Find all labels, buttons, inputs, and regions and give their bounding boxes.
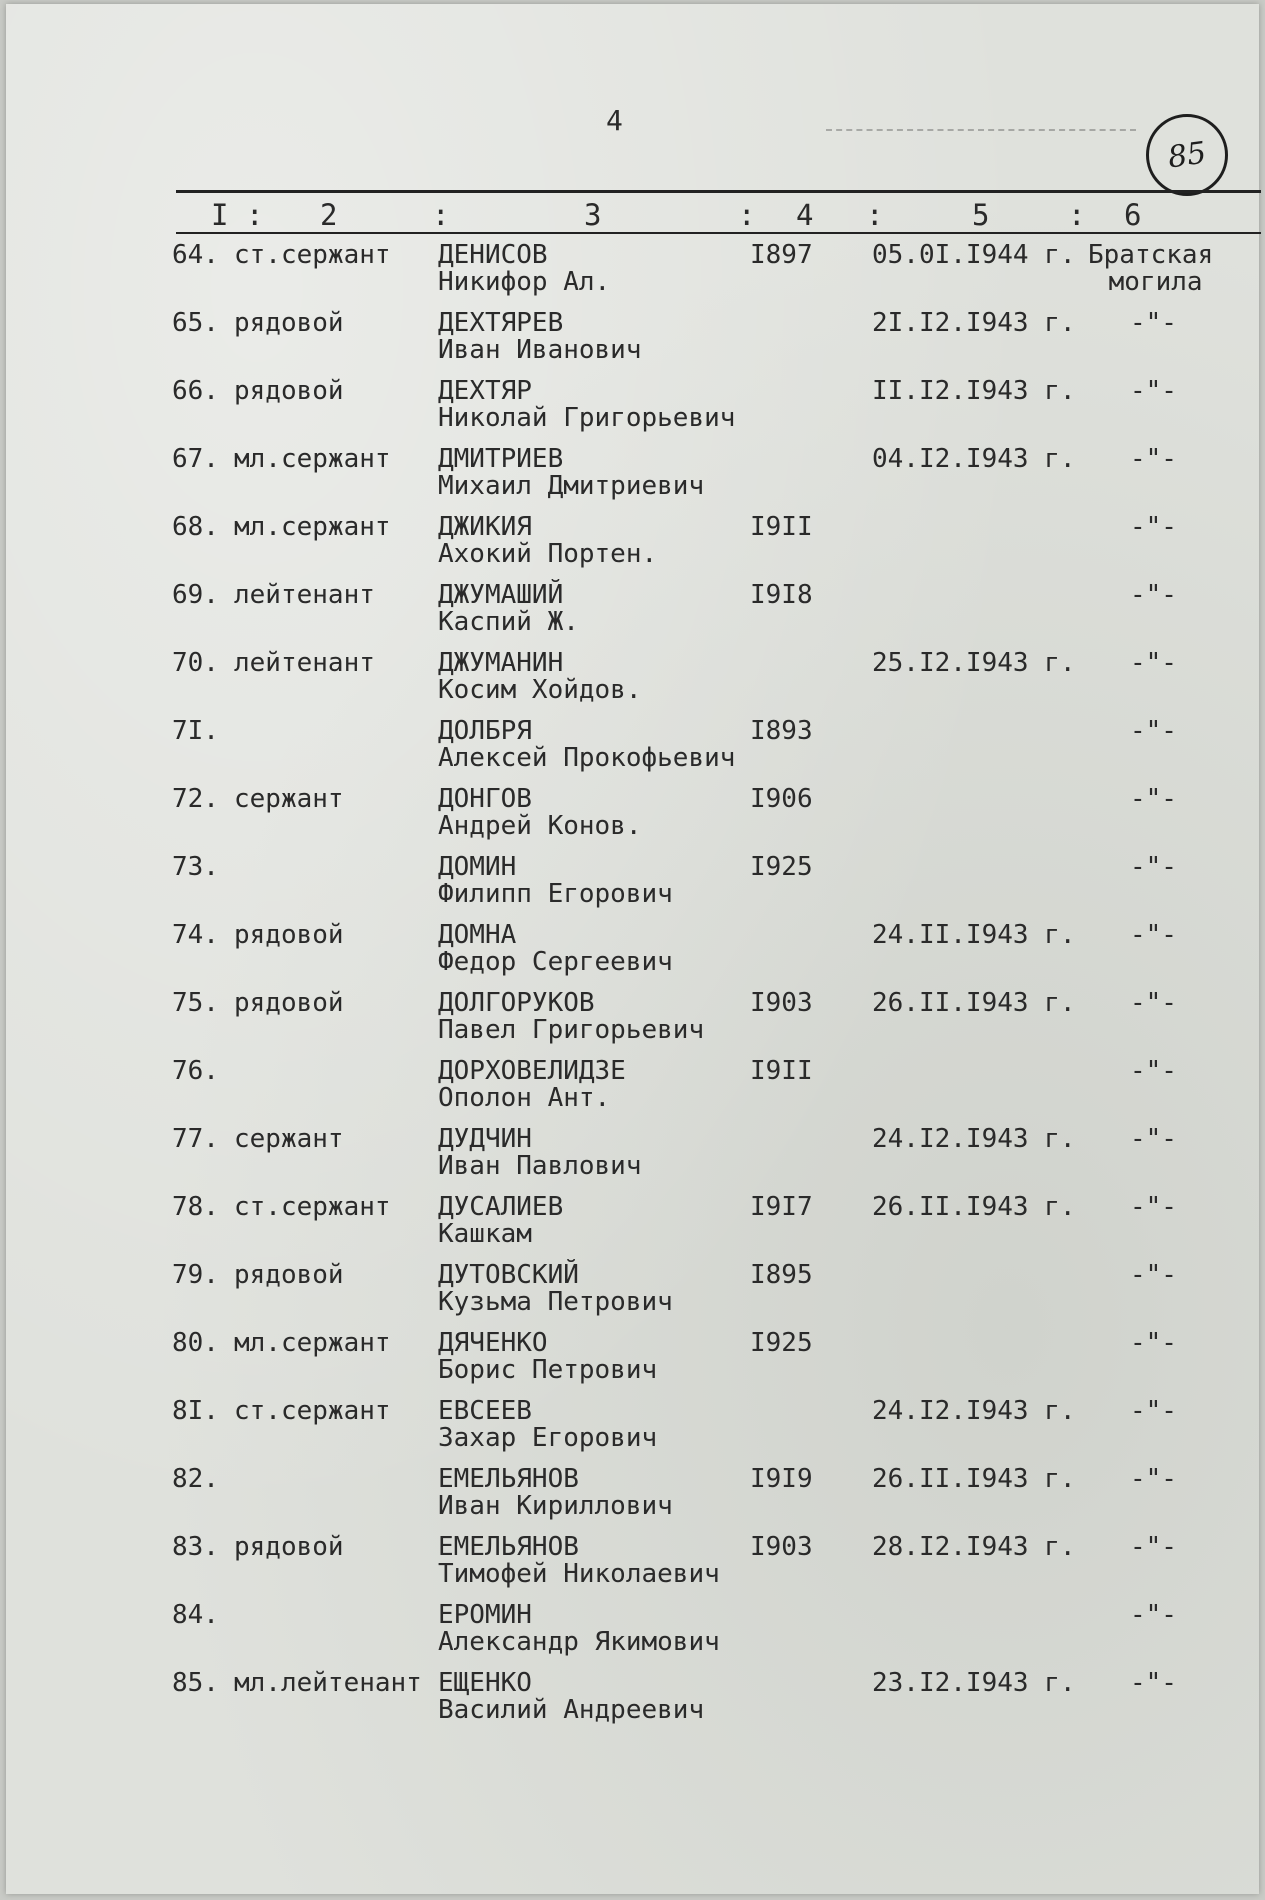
row-given-name: Ахокий Портен. bbox=[438, 539, 658, 569]
row-rank: ст.сержант bbox=[234, 1192, 391, 1222]
row-given-name: Василий Андреевич bbox=[438, 1695, 705, 1725]
row-given-name: Никифор Ал. bbox=[438, 267, 611, 297]
table-row bbox=[6, 242, 1259, 310]
row-given-name: Борис Петрович bbox=[438, 1355, 658, 1385]
row-birth-year: I9II bbox=[750, 1056, 813, 1086]
row-burial-ditto: -"- bbox=[1130, 716, 1177, 746]
table-row bbox=[6, 650, 1259, 718]
table-row bbox=[6, 1058, 1259, 1126]
row-death-date: 05.0I.I944 г. bbox=[872, 240, 1076, 270]
row-number: 77. bbox=[172, 1124, 219, 1154]
row-number: 84. bbox=[172, 1600, 219, 1630]
row-given-name: Андрей Конов. bbox=[438, 811, 642, 841]
row-given-name: Иван Павлович bbox=[438, 1151, 642, 1181]
row-burial-ditto: -"- bbox=[1130, 376, 1177, 406]
row-number: 68. bbox=[172, 512, 219, 542]
row-birth-year: I9I7 bbox=[750, 1192, 813, 1222]
row-given-name: Федор Сергеевич bbox=[438, 947, 673, 977]
row-surname: ДУСАЛИЕВ bbox=[438, 1192, 564, 1222]
row-rank: рядовой bbox=[234, 1260, 344, 1290]
row-surname: ДЕНИСОВ bbox=[438, 240, 548, 270]
row-given-name: Александр Якимович bbox=[438, 1627, 720, 1657]
row-rank: лейтенант bbox=[234, 648, 375, 678]
column-separator: : bbox=[1068, 198, 1086, 232]
row-rank: сержант bbox=[234, 784, 344, 814]
row-surname: ДЖИКИЯ bbox=[438, 512, 532, 542]
row-given-name: Николай Григорьевич bbox=[438, 403, 736, 433]
row-rank: мл.лейтенант bbox=[234, 1668, 422, 1698]
row-number: 66. bbox=[172, 376, 219, 406]
row-number: 69. bbox=[172, 580, 219, 610]
row-number: 78. bbox=[172, 1192, 219, 1222]
row-surname: ДЖУМАШИЙ bbox=[438, 580, 564, 610]
table-row bbox=[6, 582, 1259, 650]
table-row bbox=[6, 378, 1259, 446]
row-number: 73. bbox=[172, 852, 219, 882]
row-given-name: Кузьма Петрович bbox=[438, 1287, 673, 1317]
row-given-name: Кашкам bbox=[438, 1219, 532, 1249]
row-death-date: 24.I2.I943 г. bbox=[872, 1124, 1076, 1154]
row-given-name: Каспий Ж. bbox=[438, 607, 579, 637]
row-burial-ditto: -"- bbox=[1130, 648, 1177, 678]
row-burial-ditto: -"- bbox=[1130, 988, 1177, 1018]
column-header-4: 4 bbox=[796, 198, 814, 232]
row-number: 80. bbox=[172, 1328, 219, 1358]
row-birth-year: I925 bbox=[750, 1328, 813, 1358]
row-burial-ditto: -"- bbox=[1130, 1056, 1177, 1086]
row-number: 7I. bbox=[172, 716, 219, 746]
row-burial-ditto: -"- bbox=[1130, 920, 1177, 950]
table-row bbox=[6, 1534, 1259, 1602]
row-surname: ДОМИН bbox=[438, 852, 517, 882]
row-surname: ДЕХТЯР bbox=[438, 376, 532, 406]
row-burial-place bbox=[1088, 242, 1213, 296]
table-row bbox=[6, 1330, 1259, 1398]
row-death-date: 2I.I2.I943 г. bbox=[872, 308, 1076, 338]
row-number: 74. bbox=[172, 920, 219, 950]
row-surname: ДУТОВСКИЙ bbox=[438, 1260, 579, 1290]
row-burial-ditto: -"- bbox=[1130, 1124, 1177, 1154]
column-header-6: 6 bbox=[1124, 198, 1142, 232]
row-burial-ditto: -"- bbox=[1130, 1328, 1177, 1358]
row-death-date: 28.I2.I943 г. bbox=[872, 1532, 1076, 1562]
row-given-name: Михаил Дмитриевич bbox=[438, 471, 705, 501]
table-row bbox=[6, 1194, 1259, 1262]
row-surname: ДЖУМАНИН bbox=[438, 648, 564, 678]
row-birth-year: I9I8 bbox=[750, 580, 813, 610]
row-surname: ЕРОМИН bbox=[438, 1600, 532, 1630]
row-rank: рядовой bbox=[234, 920, 344, 950]
row-rank: мл.сержант bbox=[234, 1328, 391, 1358]
row-burial-ditto: -"- bbox=[1130, 1464, 1177, 1494]
table-row bbox=[6, 1126, 1259, 1194]
table-row bbox=[6, 718, 1259, 786]
row-number: 70. bbox=[172, 648, 219, 678]
row-death-date: 26.II.I943 г. bbox=[872, 1192, 1076, 1222]
row-burial-ditto: -"- bbox=[1130, 580, 1177, 610]
row-birth-year: I903 bbox=[750, 988, 813, 1018]
column-header-3: 3 bbox=[584, 198, 602, 232]
column-separator: : bbox=[432, 198, 450, 232]
row-burial-ditto: -"- bbox=[1130, 1396, 1177, 1426]
row-birth-year: I897 bbox=[750, 240, 813, 270]
sheet-number-stamp bbox=[1146, 114, 1228, 196]
row-given-name: Косим Хойдов. bbox=[438, 675, 642, 705]
row-given-name: Ополон Ант. bbox=[438, 1083, 611, 1113]
row-surname: ДОНГОВ bbox=[438, 784, 532, 814]
row-number: 79. bbox=[172, 1260, 219, 1290]
row-burial-ditto: -"- bbox=[1130, 784, 1177, 814]
row-given-name: Павел Григорьевич bbox=[438, 1015, 705, 1045]
row-surname: ДОМНА bbox=[438, 920, 517, 950]
row-surname: ДОЛГОРУКОВ bbox=[438, 988, 595, 1018]
row-surname: ДЕХТЯРЕВ bbox=[438, 308, 564, 338]
table-row bbox=[6, 786, 1259, 854]
row-birth-year: I895 bbox=[750, 1260, 813, 1290]
row-rank: ст.сержант bbox=[234, 240, 391, 270]
row-surname: ДЯЧЕНКО bbox=[438, 1328, 548, 1358]
row-birth-year: I906 bbox=[750, 784, 813, 814]
row-rank: ст.сержант bbox=[234, 1396, 391, 1426]
row-rank: лейтенант bbox=[234, 580, 375, 610]
column-header-5: 5 bbox=[972, 198, 990, 232]
table-row bbox=[6, 1602, 1259, 1670]
row-given-name: Захар Егорович bbox=[438, 1423, 658, 1453]
row-surname: ДМИТРИЕВ bbox=[438, 444, 564, 474]
row-number: 64. bbox=[172, 240, 219, 270]
table-row bbox=[6, 854, 1259, 922]
table-row bbox=[6, 1262, 1259, 1330]
column-header-2: 2 bbox=[320, 198, 338, 232]
table-row bbox=[6, 1670, 1259, 1738]
header-bottom-rule bbox=[176, 232, 1261, 234]
row-number: 67. bbox=[172, 444, 219, 474]
row-death-date: 26.II.I943 г. bbox=[872, 988, 1076, 1018]
table-row bbox=[6, 922, 1259, 990]
row-given-name: Алексей Прокофьевич bbox=[438, 743, 736, 773]
row-birth-year: I893 bbox=[750, 716, 813, 746]
row-death-date: 23.I2.I943 г. bbox=[872, 1668, 1076, 1698]
row-surname: ДУДЧИН bbox=[438, 1124, 532, 1154]
row-death-date: 26.II.I943 г. bbox=[872, 1464, 1076, 1494]
row-rank: мл.сержант bbox=[234, 444, 391, 474]
row-birth-year: I9II bbox=[750, 512, 813, 542]
row-burial-ditto: -"- bbox=[1130, 1668, 1177, 1698]
row-burial-ditto: -"- bbox=[1130, 308, 1177, 338]
row-burial-ditto: -"- bbox=[1130, 1192, 1177, 1222]
table-row bbox=[6, 1466, 1259, 1534]
row-rank: мл.сержант bbox=[234, 512, 391, 542]
row-rank: рядовой bbox=[234, 308, 344, 338]
row-burial-ditto: -"- bbox=[1130, 444, 1177, 474]
row-number: 83. bbox=[172, 1532, 219, 1562]
row-given-name: Иван Кириллович bbox=[438, 1491, 673, 1521]
row-number: 8I. bbox=[172, 1396, 219, 1426]
burial-line-1: Братская bbox=[1088, 240, 1214, 270]
row-surname: ДОРХОВЕЛИДЗЕ bbox=[438, 1056, 626, 1086]
row-surname: ЕВСЕЕВ bbox=[438, 1396, 532, 1426]
row-surname: ЕЩЕНКО bbox=[438, 1668, 532, 1698]
row-surname: ЕМЕЛЬЯНОВ bbox=[438, 1464, 579, 1494]
column-separator: : bbox=[866, 198, 884, 232]
row-burial-ditto: -"- bbox=[1130, 852, 1177, 882]
page-number: 4 bbox=[606, 104, 623, 137]
header-top-rule bbox=[176, 190, 1261, 193]
row-number: 65. bbox=[172, 308, 219, 338]
row-given-name: Филипп Егорович bbox=[438, 879, 673, 909]
row-given-name: Иван Иванович bbox=[438, 335, 642, 365]
table-row bbox=[6, 310, 1259, 378]
row-burial-ditto: -"- bbox=[1130, 1532, 1177, 1562]
row-burial-ditto: -"- bbox=[1130, 1600, 1177, 1630]
column-separator: : bbox=[738, 198, 756, 232]
pencil-dashed-line bbox=[826, 129, 1136, 131]
row-number: 76. bbox=[172, 1056, 219, 1086]
row-number: 75. bbox=[172, 988, 219, 1018]
row-surname: ЕМЕЛЬЯНОВ bbox=[438, 1532, 579, 1562]
table-row bbox=[6, 1398, 1259, 1466]
row-birth-year: I903 bbox=[750, 1532, 813, 1562]
row-given-name: Тимофей Николаевич bbox=[438, 1559, 720, 1589]
row-death-date: 24.II.I943 г. bbox=[872, 920, 1076, 950]
column-separator: : bbox=[246, 198, 264, 232]
row-rank: сержант bbox=[234, 1124, 344, 1154]
table-row bbox=[6, 990, 1259, 1058]
row-burial-ditto: -"- bbox=[1130, 512, 1177, 542]
sheet-number-text: 85 bbox=[1165, 135, 1209, 175]
table-row bbox=[6, 514, 1259, 582]
row-surname: ДОЛБРЯ bbox=[438, 716, 532, 746]
row-birth-year: I9I9 bbox=[750, 1464, 813, 1494]
row-number: 85. bbox=[172, 1668, 219, 1698]
row-number: 82. bbox=[172, 1464, 219, 1494]
row-rank: рядовой bbox=[234, 376, 344, 406]
row-number: 72. bbox=[172, 784, 219, 814]
row-death-date: 04.I2.I943 г. bbox=[872, 444, 1076, 474]
row-death-date: II.I2.I943 г. bbox=[872, 376, 1076, 406]
row-birth-year: I925 bbox=[750, 852, 813, 882]
burial-line-2: могила bbox=[1108, 267, 1203, 297]
row-burial-ditto: -"- bbox=[1130, 1260, 1177, 1290]
row-death-date: 25.I2.I943 г. bbox=[872, 648, 1076, 678]
table-row bbox=[6, 446, 1259, 514]
row-rank: рядовой bbox=[234, 988, 344, 1018]
row-death-date: 24.I2.I943 г. bbox=[872, 1396, 1076, 1426]
document-sheet bbox=[6, 4, 1259, 1894]
column-header-1: I bbox=[211, 198, 229, 232]
row-rank: рядовой bbox=[234, 1532, 344, 1562]
